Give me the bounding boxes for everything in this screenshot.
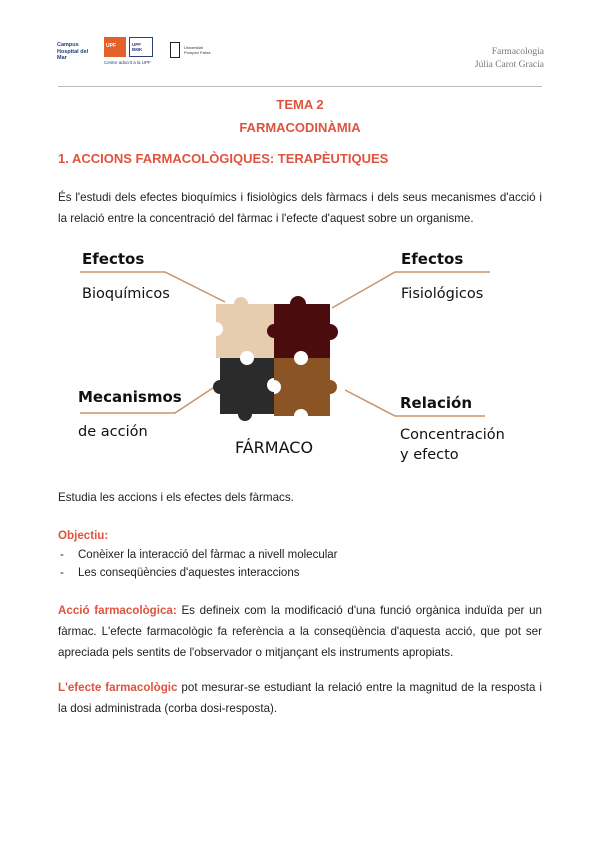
- efecte-text: pot mesurar-se estudiant la relació entre la magnitud de la resposta i la dosi administrada (corba dosi-resposta).: [58, 681, 542, 715]
- list-item: - Les conseqüències d'aquestes interaccions: [58, 564, 542, 582]
- header-divider: [58, 86, 542, 87]
- studies-paragraph: Estudia les accions i els efectes dels fàrmacs.: [58, 491, 294, 504]
- logo-upf-icon: [170, 42, 180, 58]
- accio-text: Es defineix com la modificació d'una funció orgànica induïda per un fàrmac. L'efecte farmacològic fa referència a la conseqüència d'aquesta acció, que pot ser apreciada pels sentits de l'observador o mitjançant els instruments apropiats.: [58, 604, 542, 659]
- list-item: - Conèixer la interacció del fàrmac a nivell molecular: [58, 546, 542, 564]
- puzzle-piece-bottom-right: [274, 358, 337, 416]
- diagram-br-subtitle-1: Concentración: [400, 427, 505, 443]
- logo-upf-badge-text: UPF: [106, 43, 116, 49]
- header-author: Júlia Carot Gracia: [474, 60, 544, 70]
- logo-upf-frame: [129, 37, 153, 57]
- objective-label-text: Objectiu:: [58, 529, 109, 542]
- diagram-tr-heading: Efectos: [401, 250, 464, 268]
- diagram-bl-heading: Mecanismos: [78, 388, 182, 406]
- puzzle-piece-top-right: [267, 296, 338, 358]
- logo-upf-badge: [104, 37, 126, 57]
- header-subject: Farmacologia: [491, 47, 544, 57]
- diagram-tr-subtitle: Fisiológicos: [401, 286, 484, 302]
- diagram-bl-subtitle: de acción: [78, 424, 148, 440]
- efecte-paragraph: [58, 677, 542, 719]
- header-info: [475, 46, 544, 72]
- objective-label: [58, 525, 542, 546]
- doc-title-name: FARMACODINÀMIA: [239, 120, 361, 135]
- diagram-br-heading: Relación: [400, 394, 473, 412]
- logo-upf-frame-text: UPF BMK: [132, 42, 143, 52]
- puzzle-piece-bottom-left: [213, 358, 274, 421]
- doc-title-topic: TEMA 2: [276, 97, 324, 112]
- objective-list: [58, 546, 542, 582]
- diagram-tl-heading: Efectos: [82, 250, 145, 268]
- logo-upf-subtitle: Centre adscrit a la UPF: [104, 60, 151, 65]
- diagram-br-subtitle-2: y efecto: [400, 447, 459, 463]
- diagram-tl-subtitle: Bioquímicos: [82, 286, 170, 302]
- diagram-center-label: FÁRMACO: [235, 438, 314, 457]
- logo-campus-hospital-del-mar: Campus Hospital del Mar: [57, 42, 89, 61]
- efecte-label: L'efecte farmacològic: [58, 681, 178, 694]
- logo-upf-text: Universitat Pompeu Fabra: [184, 45, 211, 55]
- intro-paragraph: És l'estudi dels efectes bioquímics i fisiològics dels fàrmacs i dels seus mecanismes d'acció i la relació entre la concentració del fàrmac i l'efecte d'aquest sobre un organisme.: [58, 191, 542, 225]
- section-heading: 1. ACCIONS FARMACOLÒGIQUES: TERAPÈUTIQUES: [58, 151, 389, 166]
- accio-label: Acció farmacològica:: [58, 604, 177, 617]
- accio-paragraph: [58, 600, 542, 663]
